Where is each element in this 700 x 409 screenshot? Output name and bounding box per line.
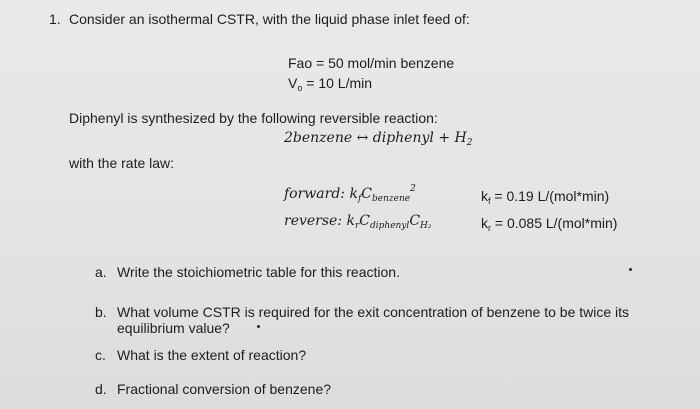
- feed-molar-flow: Fao = 50 mol/min benzene: [288, 55, 455, 71]
- kf-symbol: k: [481, 188, 488, 204]
- reverse-rate: [284, 213, 432, 229]
- kr-value: [481, 215, 617, 231]
- forward-label: forward: k: [284, 186, 358, 202]
- question-b: [95, 304, 675, 336]
- forward-rate: [284, 186, 416, 202]
- kf-sub: f: [488, 196, 491, 206]
- question-text: What volume CSTR is required for the exit concentration of benzene to be twice its equilibrium value?: [117, 304, 630, 336]
- stray-dot: [629, 268, 632, 271]
- question-text: Fractional conversion of benzene?: [117, 381, 332, 397]
- reverse-label: reverse: k: [284, 213, 355, 229]
- kr-sub: r: [488, 223, 491, 233]
- question-c: [95, 347, 306, 363]
- reverse-c2-sub: H₂: [420, 221, 432, 231]
- question-letter: d.: [95, 381, 107, 397]
- kf-number: = 0.19 L/(mol*min): [490, 188, 610, 204]
- feed-v-rest: = 10 L/min: [302, 75, 373, 91]
- reaction-left: 2benzene ↔ diphenyl + H: [284, 130, 467, 146]
- question-text: Write the stoichiometric table for this reaction.: [117, 264, 400, 280]
- problem-number: 1.: [49, 11, 61, 27]
- feed-volumetric-flow: [288, 75, 372, 91]
- stray-dot: [257, 325, 260, 328]
- question-text: What is the extent of reaction?: [117, 347, 307, 363]
- question-letter: c.: [95, 347, 106, 363]
- question-letter: a.: [95, 264, 107, 280]
- reverse-c1: C: [359, 213, 371, 229]
- kf-value: [481, 188, 609, 204]
- forward-c-sub: benzene: [372, 194, 411, 204]
- reverse-c1-sub: diphenyl: [370, 221, 410, 231]
- feed-v-symbol: V: [288, 75, 298, 91]
- forward-c: C: [361, 186, 372, 202]
- problem-intro: Consider an isothermal CSTR, with the liquid phase inlet feed of:: [69, 11, 470, 27]
- kr-number: = 0.085 L/(mol*min): [491, 215, 618, 231]
- reaction-h2-sub: 2: [466, 138, 473, 148]
- question-letter: b.: [95, 304, 107, 320]
- kr-symbol: k: [481, 215, 488, 231]
- reverse-c2: C: [409, 213, 421, 229]
- forward-k-sub: f: [357, 194, 362, 204]
- reaction-intro: Diphenyl is synthesized by the following reversible reaction:: [69, 110, 438, 126]
- question-a: [95, 264, 400, 280]
- reverse-k-sub: r: [354, 221, 360, 231]
- feed-v-sub: o: [297, 83, 303, 93]
- reaction-equation: [284, 130, 472, 146]
- rate-law-label: with the rate law:: [69, 155, 175, 171]
- question-d: [95, 381, 331, 397]
- forward-exp: 2: [410, 184, 416, 194]
